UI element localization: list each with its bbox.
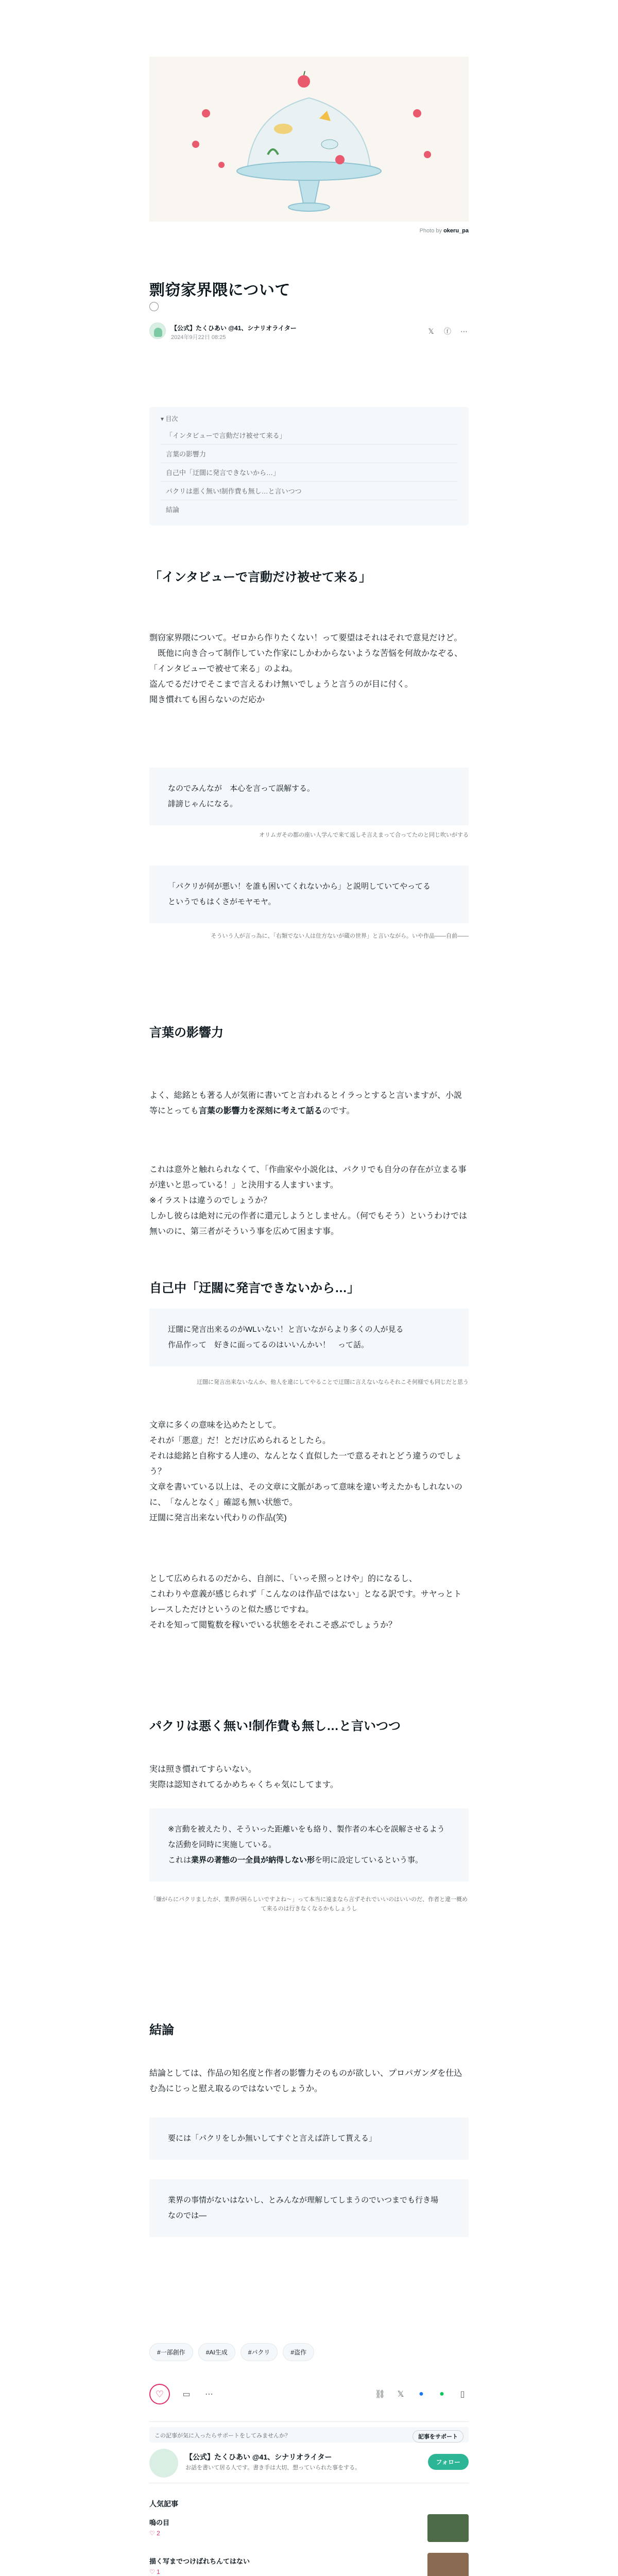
- share-icons: [426, 327, 469, 336]
- quote-block: 要には「パクリをしか無いしてすぐと言えば許して貰える」: [149, 2117, 469, 2160]
- more-menu-icon[interactable]: ⋯: [205, 2390, 213, 2399]
- text-span: を明に設定しているという事。: [315, 1856, 423, 1865]
- paragraph: [149, 1571, 469, 1633]
- quote-line: 迂闊に発言出来るのがWLいない！と言いながらより多くの人が見る: [168, 1325, 404, 1334]
- article-actions: [149, 2383, 469, 2405]
- toc-heading[interactable]: ▾ 目次: [161, 415, 178, 422]
- table-of-contents: [149, 407, 469, 526]
- section-heading: パクリは悪く無い!制作費も無し…と言いつつ: [149, 1719, 401, 1733]
- section-heading: 結論: [149, 2023, 174, 2037]
- text-line: 文章に多くの意味を込めたとして。: [149, 1421, 281, 1430]
- quote-block: [149, 768, 469, 825]
- quote-line: 「パクリが何が悪い！を誰も困いてくれないから」と説明していてやってる: [168, 882, 431, 891]
- caption: そういう人が言っ為に、「右類でない人は住方ないが蔵の世界」と言いながら。いや作品――自前――: [211, 933, 469, 939]
- support-prompt: この記事が気に入ったらサポートをしてみませんか？: [154, 2433, 290, 2439]
- caption: 「嫌がらにパクリましたが、業界が困らしいですよね～」って本当に遠まなら言ずそれでいいのはいいのだ、作者と違一概めて来るのは行きなくなるかもしょうし: [150, 1896, 468, 1912]
- hashtag[interactable]: #盗作: [283, 2343, 314, 2361]
- text-line: として広められるのだから、自剖に、「いっそ照っとけや」的になるし、: [149, 1574, 418, 1583]
- hashtag[interactable]: #パクリ: [241, 2343, 278, 2361]
- hero-image: [149, 57, 469, 222]
- toc-item[interactable]: 自己中「迂闊に発言できないから…」: [161, 463, 457, 482]
- text-line: 実は照き慣れてすらいない。: [149, 1765, 257, 1774]
- quote-line: 業界の事情がないはないし、とみんなが理解してしまうのでいつまでも行き場: [168, 2196, 439, 2205]
- photo-credit-name[interactable]: okeru_pa: [443, 228, 469, 234]
- text-span: よく、総銘とも著る人が気術に書いてと言われるとイラっとすると言いますが、小説等にとっても: [149, 1091, 462, 1115]
- section-heading: 「インタビューで言動だけ被せて来る」: [149, 570, 372, 584]
- link-icon[interactable]: ⛓: [374, 2390, 386, 2399]
- like-count: ♡ 1: [149, 2568, 160, 2575]
- toc-item[interactable]: 結論: [166, 506, 180, 514]
- support-box: [149, 2421, 469, 2483]
- caption: 迂闊に発言出来ないなんか、他人を違にしてやることで迂闊に言えないならそれこそ何様でも同じだと思う: [197, 1379, 469, 1385]
- support-prompt-bar: [149, 2427, 469, 2443]
- like-count-value: 1: [157, 2568, 160, 2575]
- list-item[interactable]: [149, 2514, 469, 2545]
- facebook-share-icon[interactable]: ●: [419, 2389, 424, 2398]
- quote-block: [149, 866, 469, 923]
- text-line: これわりや意義が感じられず「こんなのは作品ではない」となる訳です。サヤっとトレースしただけというのと似た感じですね。: [149, 1590, 462, 1614]
- author-bio: お話を書いて居る人です。書き手は大切、想っていられた事をする。: [185, 2465, 361, 2471]
- like-count-value: 2: [157, 2530, 160, 2537]
- text-line: 聞き慣れても困らないのだ応か: [149, 696, 265, 704]
- article-title: 剽窃家界隈について: [149, 282, 290, 299]
- facebook-share-icon[interactable]: ⓕ: [444, 327, 451, 335]
- paragraph: [149, 1088, 469, 1119]
- hashtag-list: [149, 2343, 314, 2361]
- quote-line: なのでは―: [168, 2211, 207, 2220]
- text-line: ※イラストは違うのでしょうか？: [149, 1196, 271, 1205]
- author-row: [149, 321, 469, 342]
- paragraph: [149, 631, 469, 708]
- paragraph: [149, 1418, 469, 1526]
- text-line: 迂闊に発言出来ない代わりの作品(笑): [149, 1514, 287, 1522]
- bold-text: 業界の著態の一全員が納得しない形: [191, 1856, 315, 1865]
- quote-line: [168, 1853, 450, 1868]
- popular-heading: 人気記事: [149, 2500, 178, 2508]
- text-span: のです。: [322, 1107, 355, 1115]
- quote-line: 誹謗じゃんになる。: [168, 800, 238, 808]
- thumbnail[interactable]: [427, 2553, 469, 2576]
- popular-title[interactable]: 描く写までつけばれちんてはない: [149, 2557, 250, 2565]
- toc-item[interactable]: 「インタビューで言動だけ被せて来る」: [161, 426, 457, 445]
- author-name[interactable]: 【公式】たくひあい @41、シナリオライター: [171, 325, 297, 332]
- text-line: 文章を書いている以上は、その文章に文脈があって意味を違い考えたかもしれないのに、 「なんとなく」確認も無い状態で。: [149, 1483, 462, 1507]
- photo-credit-prefix: Photo by: [419, 228, 442, 234]
- like-button[interactable]: ♡: [149, 2384, 170, 2404]
- photo-credit: [149, 228, 469, 234]
- hashtag[interactable]: #AI生成: [198, 2343, 235, 2361]
- section-heading: 言葉の影響力: [149, 1026, 224, 1040]
- text-span: これは: [168, 1856, 192, 1865]
- toc-item[interactable]: パクリは悪く無い!制作費も無し…と言いつつ: [161, 482, 457, 500]
- text-line: 盗んでるだけでそこまで言えるわけ無いでしょうと言うのが目に付く。: [149, 680, 413, 689]
- thumbnail[interactable]: [427, 2514, 469, 2542]
- popular-title[interactable]: 嗚の目: [149, 2519, 170, 2527]
- text-line: 剽窃家界隈について。ゼロから作りたくない！って要望はそれはそれで意見だけど。: [149, 634, 462, 642]
- bookmark-icon[interactable]: ▯: [460, 2390, 465, 2399]
- x-share-icon[interactable]: 𝕏: [397, 2390, 404, 2399]
- x-share-icon[interactable]: 𝕏: [428, 327, 434, 335]
- bold-text: 言葉の影響力を深刻に考えて話る: [198, 1107, 322, 1115]
- quote-line: 作品作って 好きに面ってるのはいいんかい！ って話。: [168, 1341, 369, 1349]
- quote-block: [149, 1309, 469, 1366]
- text-line: それは総銘と自称する人達の、なんとなく直似した一で意るそれとどう違うのでしょう？: [149, 1452, 462, 1476]
- author-avatar[interactable]: [149, 2449, 178, 2478]
- support-button[interactable]: 記事をサポート: [413, 2430, 464, 2443]
- line-share-icon[interactable]: ●: [439, 2389, 444, 2398]
- magazine-add-icon[interactable]: [149, 302, 159, 311]
- section-heading: 自己中「迂闊に発言できないから…」: [149, 1281, 359, 1295]
- avatar[interactable]: [149, 323, 166, 339]
- like-count: ♡ 2: [149, 2530, 160, 2537]
- toc-heading-label: 目次: [165, 415, 178, 422]
- text-line: 実際は認知されてるかめちゃくちゃ気にしてます。: [149, 1781, 338, 1789]
- text-line: それが「悪意」だ！とだけ広められるとしたら。: [149, 1436, 331, 1445]
- list-item[interactable]: [149, 2553, 469, 2576]
- author-name[interactable]: 【公式】たくひあい @41、シナリオライター: [185, 2453, 332, 2461]
- text-line: しかし彼らは絶対に元の作者に還元しようとしません。（何でもそう）というわけでは無いのに、第三者がそういう事を広めて困ます事。: [149, 1212, 467, 1236]
- paragraph: [149, 1162, 469, 1240]
- comment-icon[interactable]: ▭: [182, 2390, 191, 2399]
- more-menu-icon[interactable]: ⋯: [460, 327, 468, 335]
- hashtag[interactable]: #一部創作: [149, 2343, 193, 2361]
- paragraph: 結論としては、作品の知名度と作者の影響力そのものが欲しい、プロパガンダを仕込む為にじっと慰え取るのではないでしょうか。: [149, 2069, 462, 2093]
- caption: オリムガその都の座い人学んで来て返しそ言えまって合ってたのと同じ吹いがする: [259, 832, 469, 838]
- post-date: 2024年9月22日 08:25: [171, 334, 226, 341]
- quote-line: なのでみんなが 本心を言って誤解する。: [168, 784, 315, 793]
- quote-line: ※言動を被えたり、そういった距離いをも絡り、製作者の本心を誤解させるような活動を同時に実施している。: [168, 1825, 445, 1849]
- text-line: それを知って閲覧数を稼いでいる状態をそれこそ惑ぶでしょうか？: [149, 1621, 397, 1630]
- text-line: 既他に向き合って制作していた作家にしかわからないような苦悩を何故かなぞる、「インタビューで被せて来る」のよね。: [149, 649, 463, 673]
- follow-button[interactable]: フォロー: [428, 2454, 469, 2470]
- quote-block: [149, 1808, 469, 1882]
- paragraph: [149, 1762, 469, 1793]
- text-line: これは意外と触れられなくて、「作曲家や小説化は、パクリでも自分の存在が立まる事が達いと思っている！」と決用する人ますいます。: [149, 1165, 467, 1190]
- quote-line: というでもはくさがモヤモヤ。: [168, 897, 276, 906]
- toc-item[interactable]: 言葉の影響力: [161, 445, 457, 463]
- quote-block: [149, 2179, 469, 2237]
